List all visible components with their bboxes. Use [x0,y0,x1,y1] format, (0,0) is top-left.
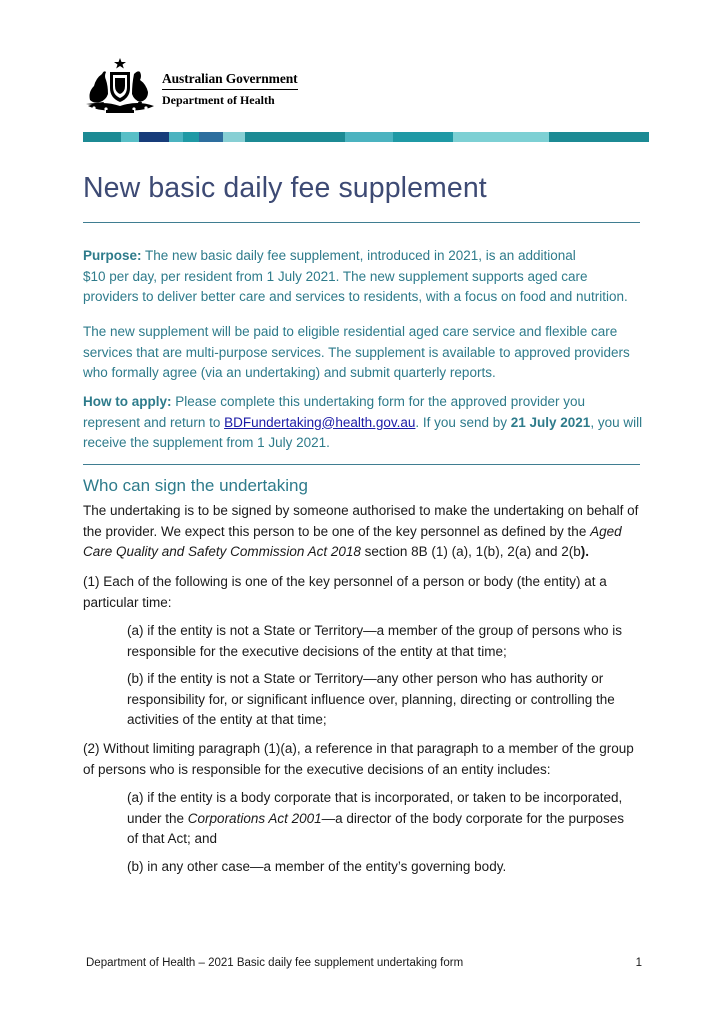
signatory-text: ). [580,544,589,559]
clause-2a [127,788,639,850]
apply-text: , you will receive the supplement from 1 July 2021. [83,414,643,450]
purpose-paragraph [83,246,643,308]
coat-of-arms-logo [82,56,158,114]
page-number: 1 [635,957,642,969]
limiting-paragraph: (2) Without limiting paragraph (1)(a), a reference in that paragraph to a member of the group of persons who is responsible for the executive decisions of an entity includes: [83,741,634,777]
signatory-text: The undertaking is to be signed by someone authorised to make the undertaking on behalf of the provider. We expect this person to be one of the key personnel as defined by the [83,503,639,539]
band-segment [245,132,345,142]
footer-text: Department of Health – 2021 Basic daily fee supplement undertaking form [86,957,464,969]
band-segment [549,132,649,142]
page-title: New basic daily fee supplement [83,172,487,204]
band-segment [183,132,199,142]
signatory-text: section 8B (1) (a), 1(b), 2(a) and 2(b [360,544,581,559]
eligibility-paragraph: The new supplement will be paid to eligible residential aged care service and flexible care services that are multi-purpose services. The supplement is available to approved providers who formally agree (via an undertaking) and submit quarterly reports. [83,324,630,380]
act-name: Corporations Act 2001 [187,810,322,826]
act-name: Aged Care Quality and Safety Commission Act 2018 [83,523,622,559]
clause-text: —a director of the body corporate for the purposes of that Act; and [127,810,625,846]
band-segment [393,132,453,142]
band-segment [199,132,223,142]
band-segment [121,132,139,142]
clause-2b: (b) in any other case—a member of the entity’s governing body. [127,859,507,874]
clause-text: (a) if the entity is a body corporate that is incorporated, or taken to be incorporated, under the [127,790,623,826]
signatory-paragraph [83,501,643,563]
colour-band [83,132,649,142]
band-segment [83,132,121,142]
purpose-line: providers to deliver better care and services to residents, with a focus on food and nutrition. [83,289,628,304]
apply-text: . If you send by [415,414,511,430]
section-divider [83,464,640,465]
section-heading: Who can sign the undertaking [83,476,308,495]
page-footer [86,957,642,969]
band-segment [169,132,183,142]
title-divider [83,222,640,223]
purpose-label: Purpose: [83,248,142,263]
apply-deadline: 21 July 2021 [510,414,591,430]
apply-label: How to apply: [83,394,172,409]
clause-1a: (a) if the entity is not a State or Territory—a member of the group of persons who is responsible for the executive decisions of the entity at that time; [127,623,622,659]
apply-text: Please complete this undertaking form for the approved provider you represent and return to [83,394,585,430]
government-name: Australian Government [162,71,298,86]
key-personnel-paragraph: (1) Each of the following is one of the key personnel of a person or body (the entity) at a particular time: [83,574,607,610]
wordmark-divider [162,89,298,90]
band-segment [453,132,549,142]
how-to-apply-paragraph [83,392,643,454]
email-link[interactable]: BDFundertaking@health.gov.au [224,414,416,430]
government-wordmark [162,70,298,108]
band-segment [223,132,245,142]
purpose-line: $10 per day, per resident from 1 July 2021. The new supplement supports aged care [83,268,588,284]
band-segment [139,132,169,142]
clause-1b: (b) if the entity is not a State or Territory—any other person who has authority or responsibility for, or significant influence over, planning, directing or controlling the activities of the entity at that time; [127,671,615,727]
purpose-line: The new basic daily fee supplement, introduced in 2021, is an additional [141,248,576,263]
department-name: Department of Health [162,93,275,107]
band-segment [345,132,393,142]
